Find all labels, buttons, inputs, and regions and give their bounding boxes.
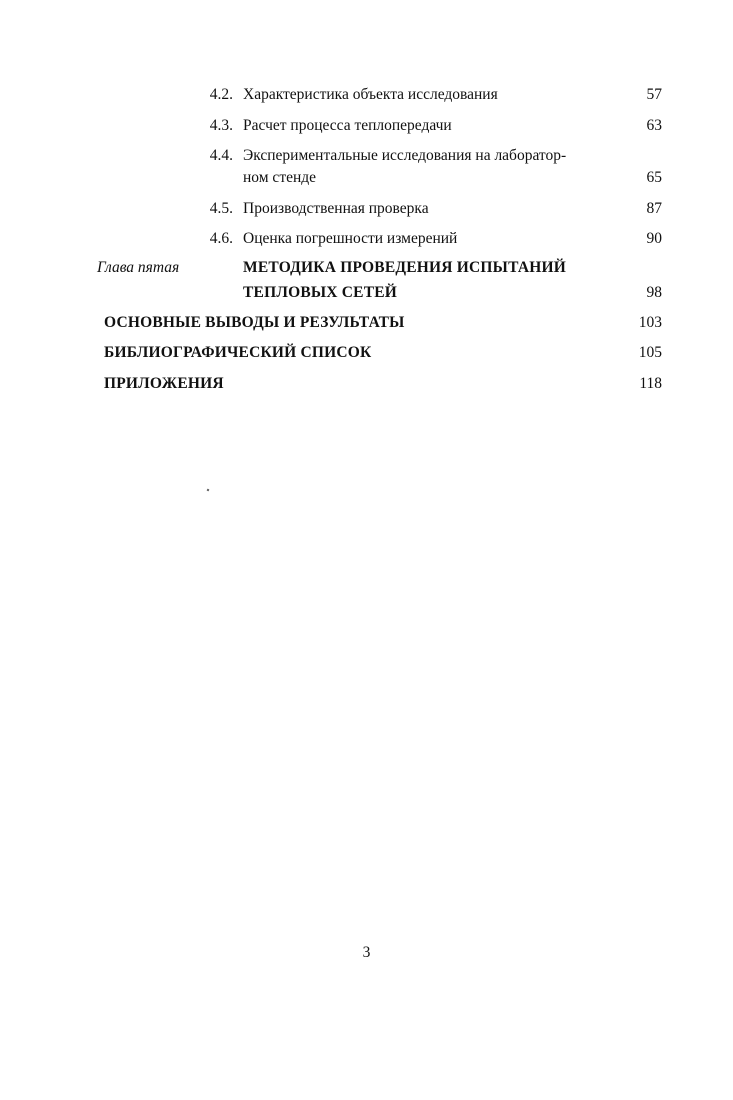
toc-main-title: ОСНОВНЫЕ ВЫВОДЫ И РЕЗУЛЬТАТЫ xyxy=(104,314,405,331)
toc-main-title: ПРИЛОЖЕНИЯ xyxy=(104,375,224,392)
toc-entry-page: 105 xyxy=(638,344,662,361)
page-number: 3 xyxy=(362,944,371,961)
toc-entry-number: 4.3. xyxy=(209,117,233,134)
toc-entry-title: Производственная проверка xyxy=(243,200,429,217)
toc-entry-number: 4.5. xyxy=(209,200,233,217)
toc-entry-title: Расчет процесса теплопередачи xyxy=(243,117,452,134)
toc-entry-number: 4.6. xyxy=(209,230,233,247)
toc-entry-page: 65 xyxy=(646,169,662,186)
toc-entry-page: 103 xyxy=(638,314,662,331)
toc-entry-title-line2: ном стенде xyxy=(243,169,317,186)
toc-entry-page: 90 xyxy=(646,230,662,247)
toc-entry-title: Характеристика объекта исследования xyxy=(243,86,498,103)
toc-entry-page: 118 xyxy=(639,375,662,392)
toc-main-title: БИБЛИОГРАФИЧЕСКИЙ СПИСОК xyxy=(104,344,372,361)
toc-entry-number: 4.2. xyxy=(209,86,233,103)
toc-entry-page: 63 xyxy=(646,117,662,134)
chapter-title-line1: МЕТОДИКА ПРОВЕДЕНИЯ ИСПЫТАНИЙ xyxy=(243,259,567,276)
toc-entry-title: Оценка погрешности измерений xyxy=(243,230,458,247)
scan-speck xyxy=(207,489,210,492)
toc-entry-title-line1: Экспериментальные исследования на лаборатор- xyxy=(243,147,567,164)
toc-entry-page: 87 xyxy=(646,200,662,217)
toc-entry-page: 98 xyxy=(646,284,662,301)
toc-entry-number: 4.4. xyxy=(209,147,233,164)
toc-entry-page: 57 xyxy=(646,86,662,103)
chapter-title-line2: ТЕПЛОВЫХ СЕТЕЙ xyxy=(243,284,398,301)
chapter-label: Глава пятая xyxy=(97,259,180,276)
